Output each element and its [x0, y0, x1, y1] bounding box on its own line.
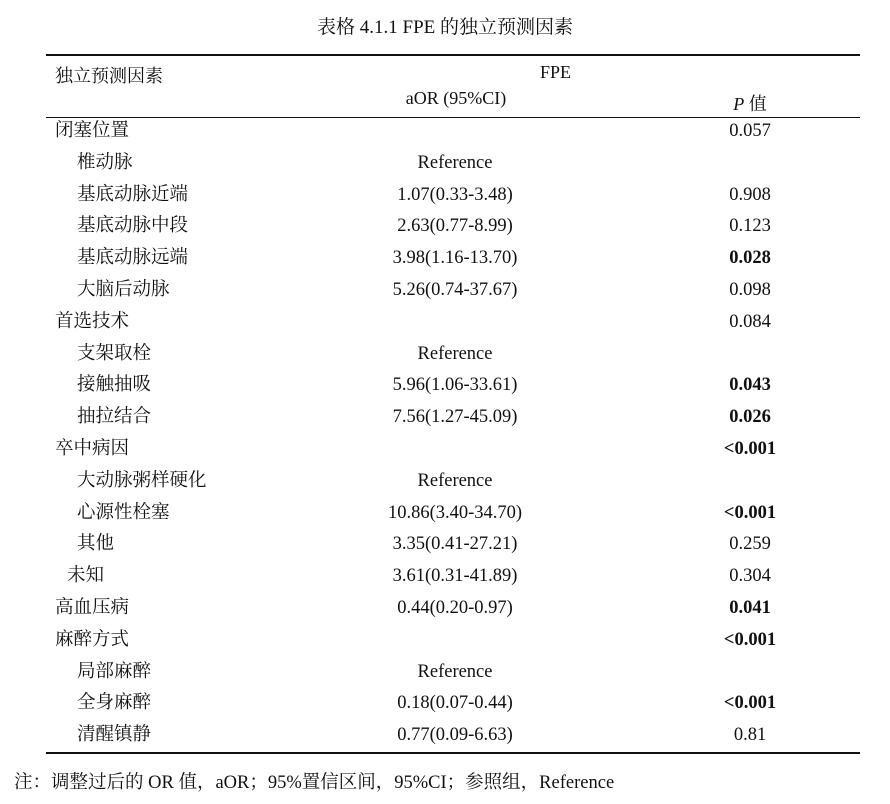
table-row	[0, 275, 890, 306]
row-p-value: 0.098	[729, 280, 771, 300]
table-row	[0, 148, 890, 179]
row-label: 未知	[67, 566, 105, 587]
row-label: 心源性栓塞	[77, 502, 170, 523]
row-aor: 10.86(3.40-34.70)	[387, 502, 523, 523]
header-factor: 独立预测因素	[55, 66, 163, 86]
table-row	[0, 498, 890, 529]
row-p-value: <0.001	[723, 502, 777, 523]
row-label: 局部麻醉	[77, 661, 152, 682]
row-aor: 0.77(0.09-6.63)	[397, 725, 513, 746]
row-aor: 0.18(0.07-0.44)	[397, 693, 513, 714]
row-label: 其他	[77, 534, 115, 555]
row-aor: Reference	[417, 661, 493, 682]
row-p-value: 0.259	[729, 534, 771, 555]
row-aor: 2.63(0.77-8.99)	[397, 216, 513, 237]
header-p-suffix: 值	[744, 94, 767, 114]
row-label: 闭塞位置	[55, 121, 130, 141]
row-label: 首选技术	[55, 311, 130, 332]
table-note: 注：调整过后的 OR 值，aOR；95%置信区间，95%CI；参照组，Reference	[14, 773, 615, 793]
row-aor: Reference	[417, 343, 493, 364]
row-label: 支架取栓	[77, 343, 152, 364]
row-p-value: 0.084	[729, 311, 771, 332]
row-p-value: 0.057	[729, 121, 771, 141]
table-row	[0, 688, 890, 719]
row-aor: 3.35(0.41-27.21)	[392, 534, 518, 555]
row-p-value: <0.001	[723, 693, 777, 714]
row-aor: 7.56(1.27-45.09)	[392, 407, 518, 428]
table-row	[0, 370, 890, 401]
row-p-value: <0.001	[723, 439, 777, 459]
row-aor: Reference	[417, 470, 493, 491]
table-row	[0, 434, 890, 465]
table-row	[0, 402, 890, 433]
row-label: 卒中病因	[55, 439, 130, 459]
table-row	[0, 243, 890, 274]
row-aor: 3.98(1.16-13.70)	[392, 248, 518, 269]
table-row	[0, 657, 890, 688]
header-fpe: FPE	[540, 62, 572, 82]
row-p-value: 0.908	[729, 184, 771, 205]
row-p-value: 0.123	[729, 216, 771, 237]
table-row	[0, 625, 890, 656]
row-p-value: 0.041	[729, 598, 771, 618]
table-top-rule	[46, 54, 860, 56]
row-aor: 5.26(0.74-37.67)	[392, 280, 518, 300]
row-aor: 0.44(0.20-0.97)	[397, 598, 513, 618]
row-aor: 3.61(0.31-41.89)	[392, 566, 518, 587]
row-label: 基底动脉远端	[77, 248, 189, 269]
row-label: 大脑后动脉	[77, 280, 170, 300]
row-label: 大动脉粥样硬化	[77, 470, 207, 491]
row-p-value: 0.026	[729, 407, 771, 428]
row-p-value: 0.043	[729, 375, 771, 396]
row-p-value: 0.81	[733, 725, 767, 746]
row-aor: 1.07(0.33-3.48)	[397, 184, 513, 205]
row-label: 全身麻醉	[77, 693, 152, 714]
table-row	[0, 593, 890, 624]
row-label: 麻醉方式	[55, 629, 130, 650]
row-label: 接触抽吸	[77, 375, 152, 396]
row-p-value: 0.028	[729, 248, 771, 269]
table-row	[0, 339, 890, 370]
table-row	[0, 466, 890, 497]
row-label: 高血压病	[55, 598, 130, 618]
table-caption: 表格 4.1.1 FPE 的独立预测因素	[317, 17, 573, 38]
table-row	[0, 211, 890, 242]
row-label: 抽拉结合	[77, 407, 152, 428]
row-p-value: 0.304	[729, 566, 771, 587]
table-row	[0, 116, 890, 147]
header-p-letter: P	[733, 94, 745, 114]
row-label: 基底动脉中段	[77, 216, 189, 237]
header-aor: aOR (95%CI)	[405, 88, 507, 108]
table-row	[0, 720, 890, 751]
header-p-value	[700, 90, 800, 116]
row-p-value: <0.001	[723, 629, 777, 650]
row-label: 清醒镇静	[77, 725, 152, 746]
table-row	[0, 529, 890, 560]
row-label: 基底动脉近端	[77, 184, 189, 205]
table-bottom-rule	[46, 752, 860, 754]
row-label: 椎动脉	[77, 152, 133, 173]
row-aor: Reference	[417, 152, 493, 173]
row-aor: 5.96(1.06-33.61)	[392, 375, 518, 396]
table-row	[0, 180, 890, 211]
table-row	[0, 307, 890, 338]
table-row	[0, 561, 890, 592]
